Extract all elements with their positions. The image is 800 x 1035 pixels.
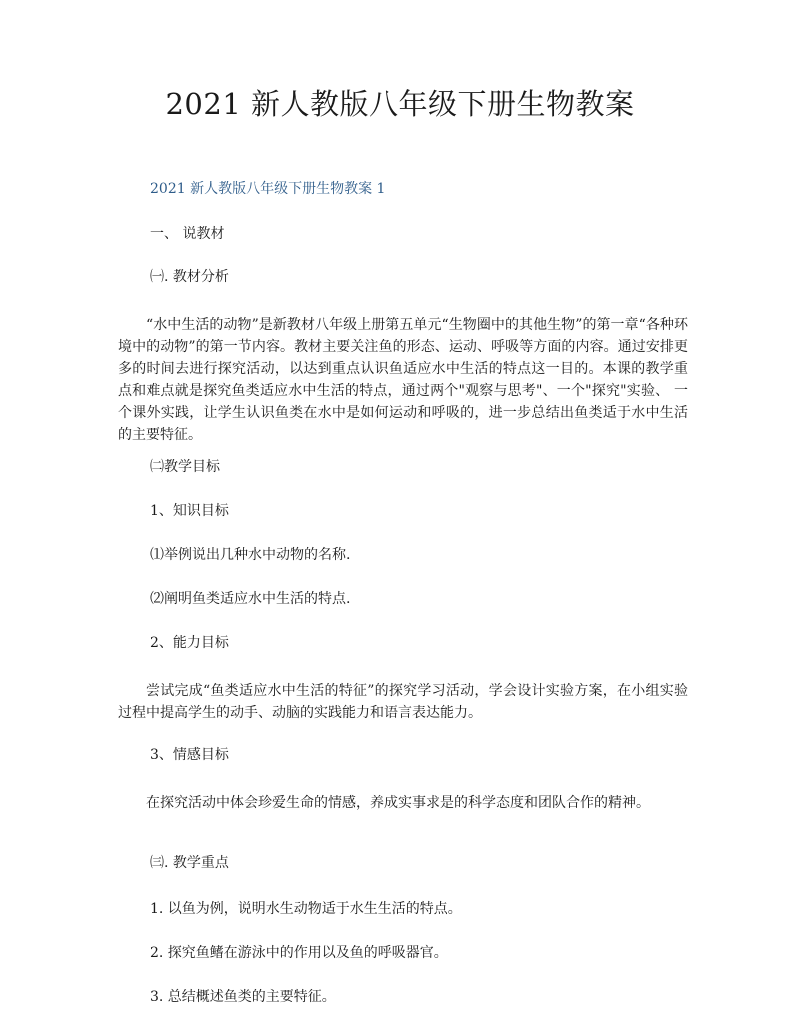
key-point-3: 3. 总结概述鱼类的主要特征。: [150, 989, 336, 1005]
goal-heading-knowledge: 1、知识目标: [150, 503, 229, 519]
knowledge-goal-item-1: ⑴举例说出几种水中动物的名称.: [150, 547, 351, 563]
knowledge-goal-item-2: ⑵阐明鱼类适应水中生活的特点.: [150, 591, 351, 607]
section-heading-textbook-analysis: ㈠. 教材分析: [150, 269, 229, 285]
ability-goal-paragraph: 尝试完成“鱼类适应水中生活的特征”的探究学习活动，学会设计实验方案，在小组实验过程中提高学生的动手、动脑的实践能力和语言表达能力。: [118, 683, 688, 721]
document-title: 2021 新人教版八年级下册生物教案: [165, 87, 635, 121]
key-point-1: 1. 以鱼为例，说明水生动物适于水生生活的特点。: [150, 901, 462, 917]
section-heading-textbook: 一、 说教材: [150, 226, 225, 242]
document-subtitle: 2021 新人教版八年级下册生物教案 1: [150, 181, 386, 197]
section-heading-teaching-key-points: ㈢. 教学重点: [150, 855, 229, 871]
section-heading-teaching-goals: ㈡教学目标: [150, 459, 220, 475]
textbook-analysis-paragraph: “水中生活的动物”是新教材八年级上册第五单元“生物圈中的其他生物”的第一章“各种环境中的动物”的第一节内容。教材主要关注鱼的形态、运动、呼吸等方面的内容。通过安排更多的时间去进行探究活动，以达到重点认识鱼适应水中生活的特点这一目的。本课的教学重点和难点就是探究鱼类适应水中生活的特点，通过两个"观察与思考"、一个"探究"实验、 一个课外实践，让学生认识鱼类在水中是如何运动和呼吸的，进一步总结出鱼类适于水中生活的主要特征。: [118, 317, 688, 443]
emotion-goal-paragraph: 在探究活动中体会珍爱生命的情感，养成实事求是的科学态度和团队合作的精神。: [146, 795, 650, 811]
goal-heading-ability: 2、能力目标: [150, 635, 229, 651]
key-point-2: 2. 探究鱼鳍在游泳中的作用以及鱼的呼吸器官。: [150, 945, 448, 961]
goal-heading-emotion: 3、情感目标: [150, 747, 229, 763]
